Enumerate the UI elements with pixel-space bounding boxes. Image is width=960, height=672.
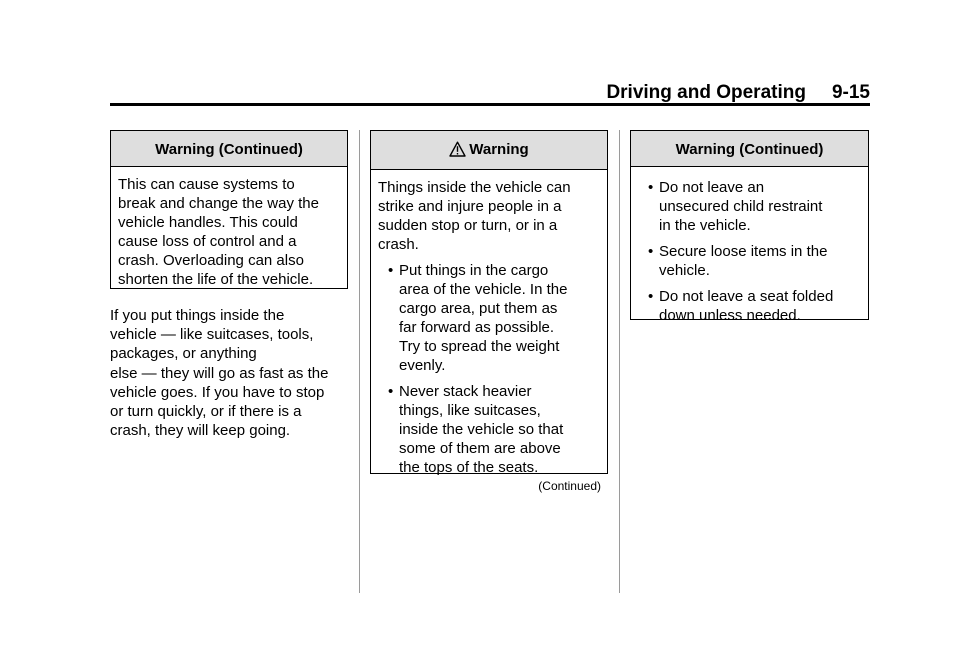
- warning-bullet-list: [638, 178, 861, 325]
- list-item: [638, 178, 861, 235]
- paragraph-line: vehicle goes. If you have to stop: [110, 383, 325, 401]
- bullet-text-line: far forward as possible.: [399, 319, 555, 336]
- warning-box-heading-row: [371, 131, 607, 170]
- bullet-text-line: Put things in the cargo: [399, 262, 549, 279]
- paragraph-line: vehicle — like suitcases, tools,: [110, 326, 314, 344]
- warning-box-heading: Warning (Continued): [111, 131, 347, 167]
- warning-text-line: crash.: [378, 236, 419, 253]
- warning-text-line: vehicle handles. This could: [118, 214, 298, 231]
- header-rule: [110, 103, 870, 106]
- bullet-text-line: Do not leave an: [659, 179, 765, 196]
- warning-box-continued-right: [630, 130, 869, 324]
- warning-triangle-icon: [449, 141, 466, 162]
- warning-box-middle: [370, 130, 608, 493]
- bullet-text-line: down unless needed.: [659, 307, 801, 324]
- section-title: Driving and Operating: [606, 82, 806, 103]
- bullet-text-line: in the vehicle.: [659, 217, 751, 234]
- bullet-text-line: vehicle.: [659, 262, 710, 279]
- column-divider-left: [359, 130, 360, 593]
- warning-text-line: cause loss of control and a: [118, 233, 297, 250]
- bullet-text-line: inside the vehicle so that: [399, 421, 564, 438]
- bullet-icon: •: [648, 179, 654, 196]
- paragraph-line: If you put things inside the: [110, 307, 285, 324]
- bullet-text-line: Try to spread the weight: [399, 338, 560, 355]
- paragraph-line: crash, they will keep going.: [110, 422, 291, 440]
- list-item: [378, 261, 600, 375]
- bullet-text-line: cargo area, put them as: [399, 300, 558, 317]
- bullet-icon: •: [388, 262, 394, 279]
- warning-box-continued-left: [110, 130, 348, 289]
- warning-box-body: [371, 170, 607, 477]
- warning-text-line: This can cause systems to: [118, 176, 295, 193]
- warning-box-heading: Warning: [469, 141, 529, 158]
- warning-text-line: Things inside the vehicle can: [378, 179, 571, 196]
- list-item: [378, 382, 600, 477]
- bullet-text-line: Secure loose items in the: [659, 243, 828, 260]
- bullet-text-line: unsecured child restraint: [659, 198, 823, 215]
- warning-text-line: sudden stop or turn, or in a: [378, 217, 558, 234]
- paragraph-line: packages, or anything: [110, 345, 257, 363]
- warning-box-body: [631, 167, 868, 325]
- paragraph-line: or turn quickly, or if there is a: [110, 403, 302, 421]
- page-number: 9-15: [831, 82, 870, 103]
- body-paragraph: [110, 306, 350, 440]
- bullet-icon: •: [648, 243, 654, 260]
- bullet-text-line: Do not leave a seat folded: [659, 288, 834, 305]
- bullet-text-line: some of them are above: [399, 440, 561, 457]
- warning-text-line: shorten the life of the vehicle.: [118, 271, 314, 288]
- bullet-text-line: things, like suitcases,: [399, 402, 541, 419]
- warning-box-body: [111, 167, 347, 289]
- warning-box-heading: Warning (Continued): [631, 131, 868, 167]
- warning-bullet-list: [378, 261, 600, 477]
- warning-text-line: break and change the way the: [118, 195, 319, 212]
- column-divider-right: [619, 130, 620, 593]
- list-item: [638, 287, 861, 325]
- list-item: [638, 242, 861, 280]
- page-header: [110, 82, 870, 104]
- bullet-icon: •: [388, 383, 394, 400]
- bullet-text-line: evenly.: [399, 357, 446, 374]
- bullet-text-line: the tops of the seats.: [399, 459, 539, 476]
- warning-text-line: crash. Overloading can also: [118, 252, 304, 269]
- bullet-text-line: Never stack heavier: [399, 383, 532, 400]
- continued-label: (Continued): [538, 479, 601, 493]
- bullet-text-line: area of the vehicle. In the: [399, 281, 568, 298]
- paragraph-line: else — they will go as fast as the: [110, 364, 329, 382]
- bullet-icon: •: [648, 288, 654, 305]
- warning-text-line: strike and injure people in a: [378, 198, 562, 215]
